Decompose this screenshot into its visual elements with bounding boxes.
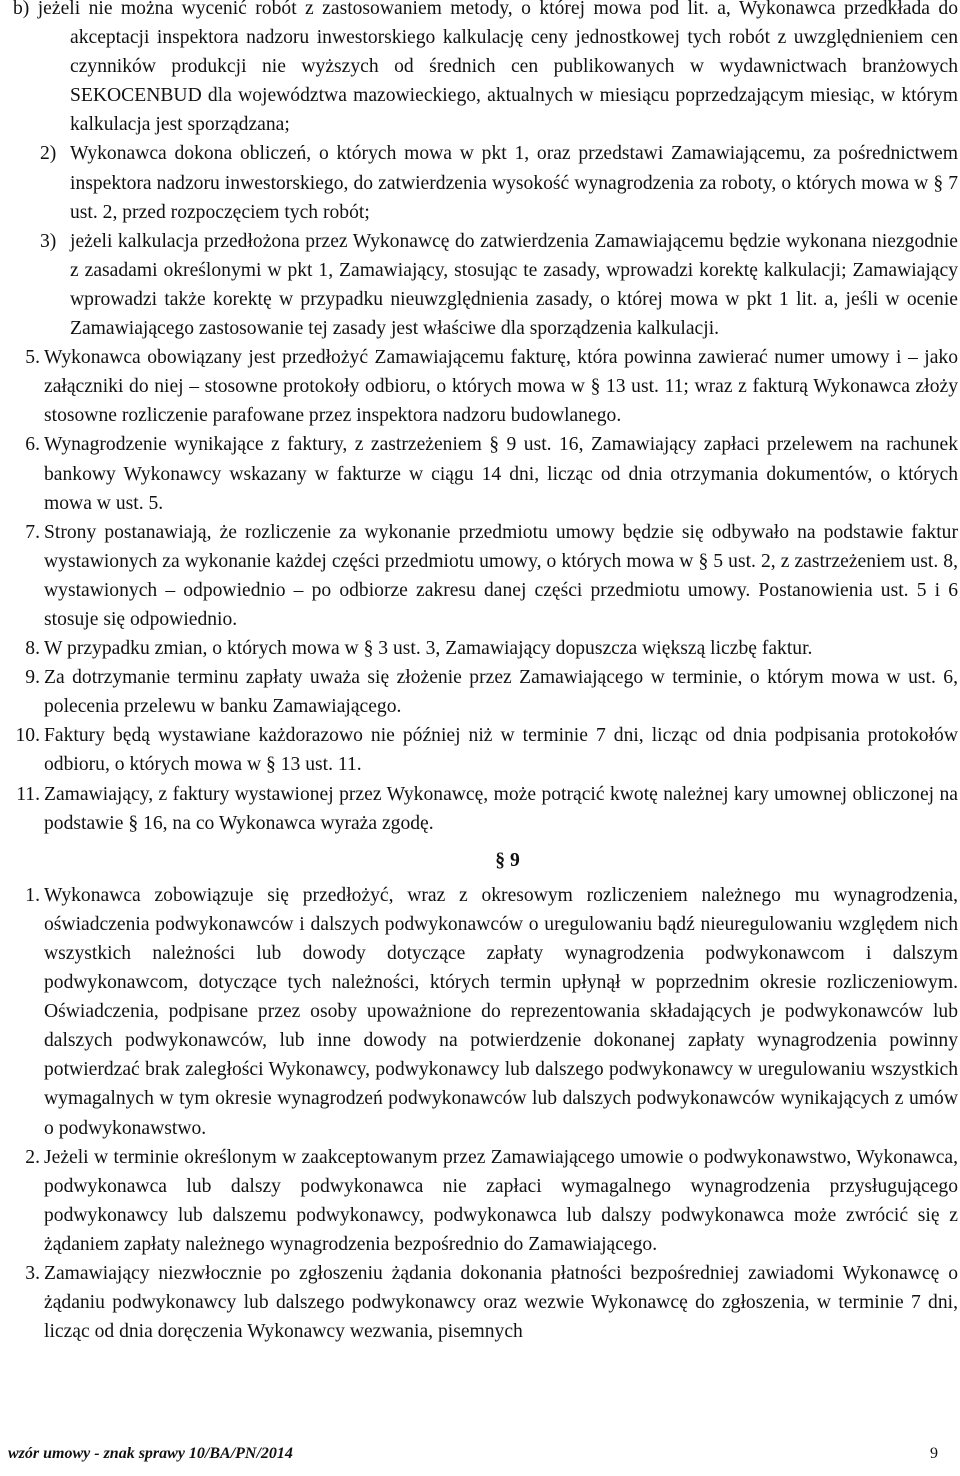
clause-10 [13, 721, 958, 779]
clause-text: Wykonawca obowiązany jest przedłożyć Zamawiającemu fakturę, która powinna zawierać numer umowy i – jako załączniki do niej – stosowne protokoły odbioru, o których mowa w § 13 ust. 11; wraz z fakturą Wykonawca złoży stosowne rozliczenie parafowane przez inspektora nadzoru budowlanego. [44, 347, 958, 427]
clause-5 [13, 343, 958, 430]
clause-number: 6. [25, 434, 40, 456]
footer-page-number: 9 [930, 1445, 938, 1462]
list-item-3 [13, 227, 958, 343]
clause-number: 5. [25, 347, 40, 369]
list-item-text: jeżeli kalkulacja przedłożona przez Wykonawcę do zatwierdzenia Zamawiającemu będzie wykonana niezgodnie z zasadami określonymi w pkt 1, Zamawiający, stosując te zasady, wprowadzi korektę kalkulacji; Zamawiający wprowadzi także korektę w przypadku nieuwzględnienia zasady, o której mowa w pkt 1 lit. a, jeśli w ocenie Zamawiającego zastosowanie tej zasady jest właściwe dla sporządzenia kalkulacji. [70, 230, 958, 340]
clause-number: 7. [25, 521, 40, 543]
clause-number: 11. [16, 783, 40, 805]
document-body [13, 0, 958, 1346]
section9-clause-1 [13, 881, 958, 1143]
section9-clause-2 [13, 1143, 958, 1259]
clause-text: Za dotrzymanie terminu zapłaty uważa się złożenie przez Zamawiającego w terminie, o którym mowa w ust. 6, polecenia przelewu w banku Zamawiającego. [44, 667, 958, 718]
clause-11 [13, 780, 958, 838]
clause-number: 8. [25, 638, 40, 660]
section-heading: § 9 [495, 849, 520, 871]
clause-text: Jeżeli w terminie określonym w zaakceptowanym przez Zamawiającego umowie o podwykonawstwo, Wykonawca, podwykonawca lub dalszy podwykonawca nie zapłaci wymagalnego wynagrodzenia przysługującego podwykonawcy lub dalszemu podwykonawcy, podwykonawca lub dalszy podwykonawca może zwrócić się z żądaniem zapłaty należnego wynagrodzenia bezpośrednio do Zamawiającego. [44, 1146, 958, 1255]
list-item-number: 2) [40, 143, 57, 165]
clause-6 [13, 430, 958, 517]
clause-number: 1. [25, 884, 40, 906]
clause-number: 9. [25, 667, 40, 689]
section9-clause-3 [13, 1259, 958, 1346]
clause-number: 2. [25, 1146, 40, 1168]
clause-text: Wynagrodzenie wynikające z faktury, z zastrzeżeniem § 9 ust. 16, Zamawiający zapłaci przelewem na rachunek bankowy Wykonawcy wskazany w fakturze w ciągu 14 dni, licząc od dnia otrzymania dokumentów, o których mowa w ust. 5. [44, 434, 958, 514]
clause-text: W przypadku zmian, o których mowa w § 3 ust. 3, Zamawiający dopuszcza większą liczbę faktur. [44, 638, 813, 660]
clause-7 [13, 518, 958, 634]
clause-number: 3. [25, 1263, 40, 1285]
footer-document-reference: wzór umowy - znak sprawy 10/BA/PN/2014 [8, 1445, 293, 1462]
list-item-text: Wykonawca dokona obliczeń, o których mowa w pkt 1, oraz przedstawi Zamawiającemu, za pośrednictwem inspektora nadzoru inwestorskiego, do zatwierdzenia wysokość wynagrodzenia za roboty, o których mowa w § 7 ust. 2, przed rozpoczęciem tych robót; [70, 143, 958, 223]
clause-text: Strony postanawiają, że rozliczenie za wykonanie przedmiotu umowy będzie się odbywało na podstawie faktur wystawionych za wykonanie każdej części przedmiotu umowy, o których mowa w § 5 ust. 2, z zastrzeżeniem ust. 8, wystawionych – odpowiednio – po odbiorze zakresu danej części przedmiotu umowy. Postanowienia ust. 5 i 6 stosuje się odpowiednio. [44, 521, 958, 630]
list-item-2 [13, 139, 958, 226]
clause-8 [13, 634, 958, 663]
clause-text: Zamawiający, z faktury wystawionej przez Wykonawcę, może potrącić kwotę należnej kary umownej obliczonej na podstawie § 16, na co Wykonawca wyraża zgodę. [44, 783, 958, 834]
clause-text: Zamawiający niezwłocznie po zgłoszeniu żądania dokonania płatności bezpośredniej zawiadomi Wykonawcę o żądaniu podwykonawcy lub dalszego podwykonawcy oraz wezwie Wykonawcę do zgłoszenia, w terminie 7 dni, licząc od dnia doręczenia Wykonawcy wezwania, pisemnych [44, 1263, 958, 1343]
clause-text: Faktury będą wystawiane każdorazowo nie później niż w terminie 7 dni, licząc od dnia podpisania protokołów odbioru, o których mowa w § 13 ust. 11. [44, 725, 958, 776]
list-item-number: 3) [40, 230, 57, 252]
paragraph-b-continuation: b) jeżeli nie można wycenić robót z zastosowaniem metody, o której mowa pod lit. a, Wykonawca przedkłada do akceptacji inspektora nadzoru inwestorskiego kalkulację ceny jednostkowej tych robót z uwzględnieniem cen czynników produkcji nie wyższych od średnich cen publikowanych w wydawnictwach branżowych SEKOCENBUD dla województwa mazowieckiego, aktualnych w miesiącu poprzedzającym miesiąc, w którym kalkulacja jest sporządzana; [13, 0, 958, 136]
clause-text: Wykonawca zobowiązuje się przedłożyć, wraz z okresowym rozliczeniem należnego mu wynagrodzenia, oświadczenia podwykonawców i dalszych podwykonawców o uregulowaniu bądź nieuregulowaniu względem nich wszystkich należności lub dowody dotyczące zapłaty wynagrodzenia podwykonawcom i dalszym podwykonawcom, dotyczące tych należności, których termin upłynął w poprzednim okresie rozliczeniowym. Oświadczenia, podpisane przez osoby upoważnione do reprezentowania składających je podwykonawców lub dalszych podwykonawców, lub inne dowody na potwierdzenie dokonanej zapłaty wynagrodzenia powinny potwierdzać brak zaległości Wykonawcy, podwykonawcy lub dalszego podwykonawcy w uregulowaniu wszystkich wymagalnych w tym okresie wynagrodzeń podwykonawców lub dalszych podwykonawców wynikających z umów o podwykonawstwo. [44, 884, 958, 1139]
clause-9 [13, 663, 958, 721]
page-footer [8, 1439, 944, 1468]
clause-number: 10. [15, 725, 40, 747]
